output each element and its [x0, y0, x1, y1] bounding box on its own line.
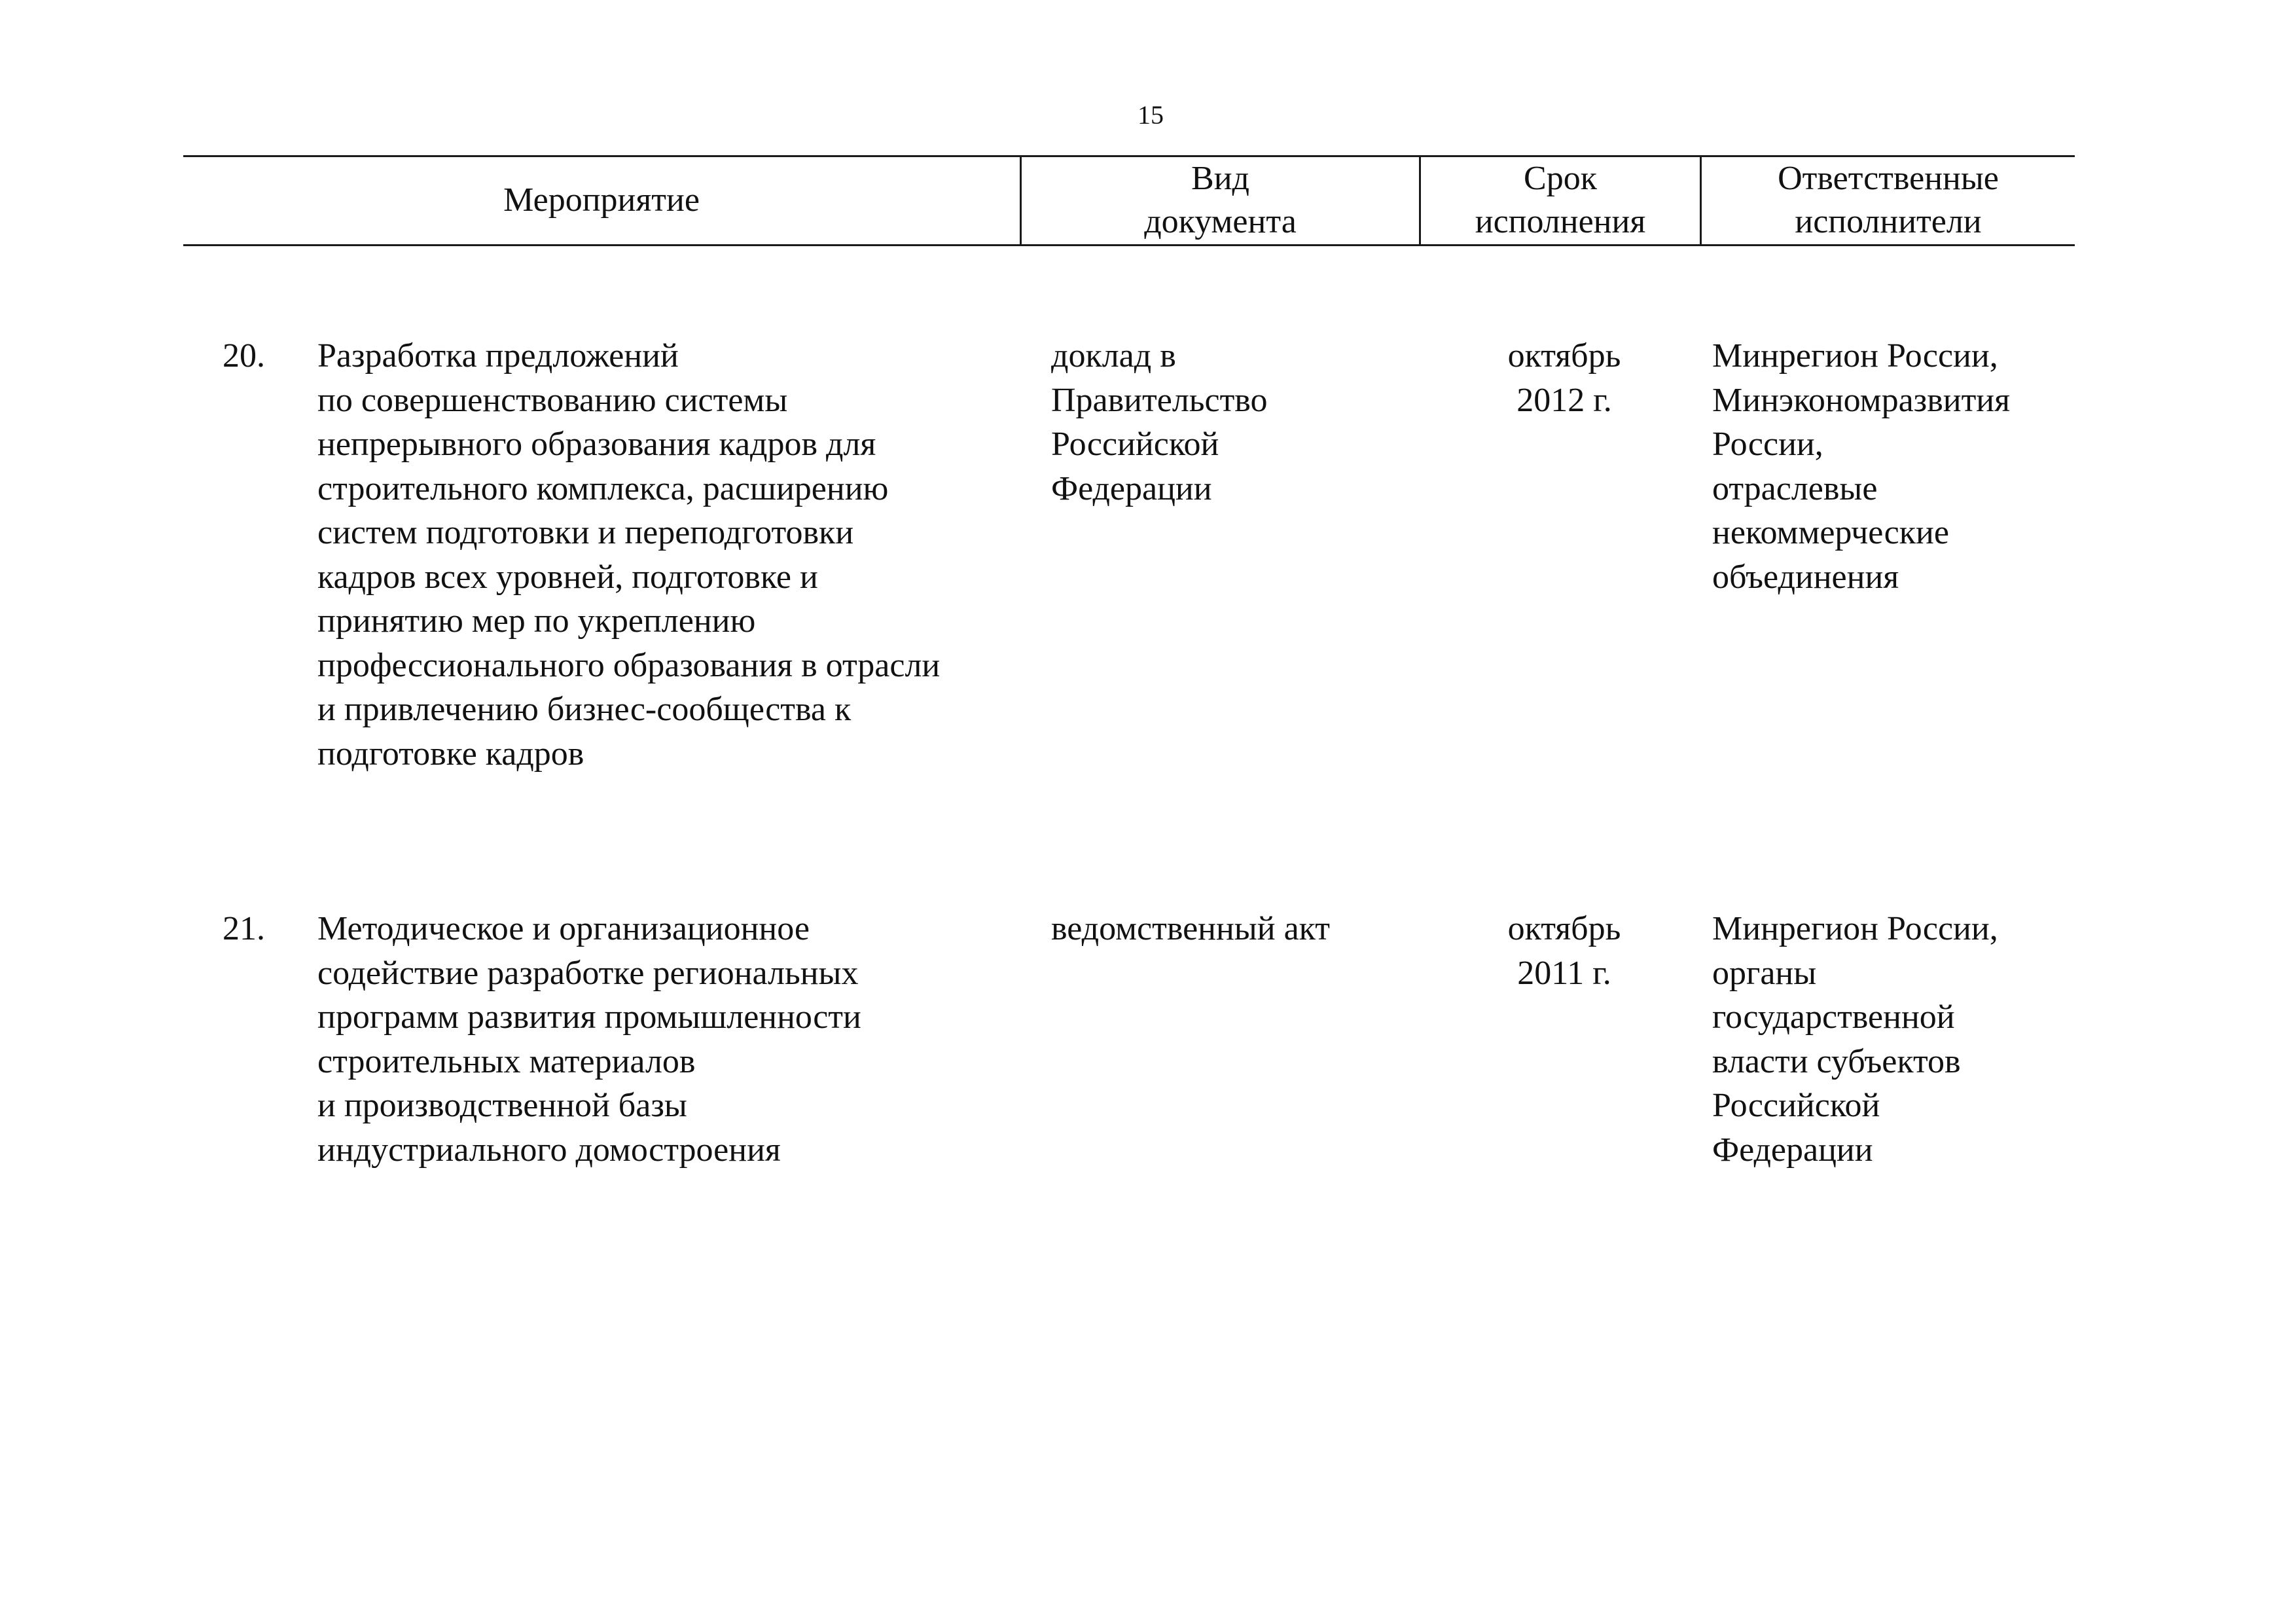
event-line: содействие разработке региональных — [317, 954, 859, 992]
event-line: систем подготовки и переподготовки — [317, 514, 854, 551]
responsible-line: России, — [1712, 426, 1823, 463]
row-event — [317, 334, 940, 776]
header-event-label: Мероприятие — [503, 181, 700, 219]
header-event — [183, 157, 1020, 244]
header-doc-type — [1022, 157, 1419, 244]
row-doc-type — [1051, 907, 1330, 951]
event-line: профессионального образования в отрасли — [317, 646, 941, 684]
event-line: Разработка предложений — [317, 337, 679, 374]
header-deadline — [1421, 157, 1700, 244]
page-number: 15 — [1138, 100, 1164, 130]
event-line: и производственной базы — [317, 1087, 687, 1124]
row-doc-type — [1051, 334, 1267, 511]
header-deadline-line: исполнения — [1475, 203, 1646, 240]
header-responsible-line: исполнители — [1795, 203, 1982, 240]
responsible-line: Минрегион России, — [1712, 337, 1998, 374]
row-number — [223, 334, 265, 378]
responsible-line: некоммерческие — [1712, 514, 1949, 551]
responsible-line: Федерации — [1712, 1131, 1873, 1169]
event-line: строительных материалов — [317, 1042, 696, 1080]
row-responsible — [1712, 907, 1998, 1172]
responsible-line: отраслевые — [1712, 469, 1878, 507]
doc-type-line: Правительство — [1051, 381, 1268, 419]
row-number-text: 20. — [223, 337, 265, 374]
doc-type-line: Федерации — [1051, 469, 1212, 507]
doc-type-line: доклад в — [1051, 337, 1176, 374]
header-deadline-line: Срок — [1524, 160, 1597, 197]
header-doc-type-line: Вид — [1191, 160, 1249, 197]
responsible-line: Минрегион России, — [1712, 910, 1998, 947]
row-number — [223, 907, 265, 951]
deadline-line: октябрь — [1507, 910, 1621, 947]
responsible-line: власти субъектов — [1712, 1042, 1961, 1080]
event-line: Методическое и организационное — [317, 910, 810, 947]
row-responsible — [1712, 334, 2010, 599]
deadline-line: октябрь — [1507, 337, 1621, 374]
row-event — [317, 907, 861, 1172]
responsible-line: государственной — [1712, 998, 1955, 1036]
event-line: принятию мер по укреплению — [317, 602, 756, 640]
header-doc-type-line: документа — [1144, 203, 1297, 240]
event-line: строительного комплекса, расширению — [317, 469, 889, 507]
event-line: индустриального домостроения — [317, 1131, 781, 1169]
event-line: программ развития промышленности — [317, 998, 861, 1036]
deadline-line: 2011 г. — [1517, 954, 1611, 992]
event-line: кадров всех уровней, подготовке и — [317, 558, 818, 596]
row-number-text: 21. — [223, 910, 265, 947]
header-responsible — [1702, 157, 2075, 244]
doc-type-line: Российской — [1051, 426, 1219, 463]
responsible-line: Российской — [1712, 1087, 1880, 1124]
header-responsible-line: Ответственные — [1778, 160, 1999, 197]
deadline-line: 2012 г. — [1516, 381, 1612, 419]
row-deadline — [1473, 334, 1656, 422]
responsible-line: Минэкономразвития — [1712, 381, 2011, 419]
event-line: подготовке кадров — [317, 735, 584, 773]
row-deadline — [1473, 907, 1656, 995]
event-line: и привлечению бизнес-сообщества к — [317, 691, 852, 728]
responsible-line: объединения — [1712, 558, 1899, 596]
doc-type-line: ведомственный акт — [1051, 910, 1330, 947]
responsible-line: органы — [1712, 954, 1817, 992]
event-line: непрерывного образования кадров для — [317, 426, 876, 463]
event-line: по совершенствованию системы — [317, 381, 788, 419]
table-header-bottom-rule — [183, 244, 2075, 246]
